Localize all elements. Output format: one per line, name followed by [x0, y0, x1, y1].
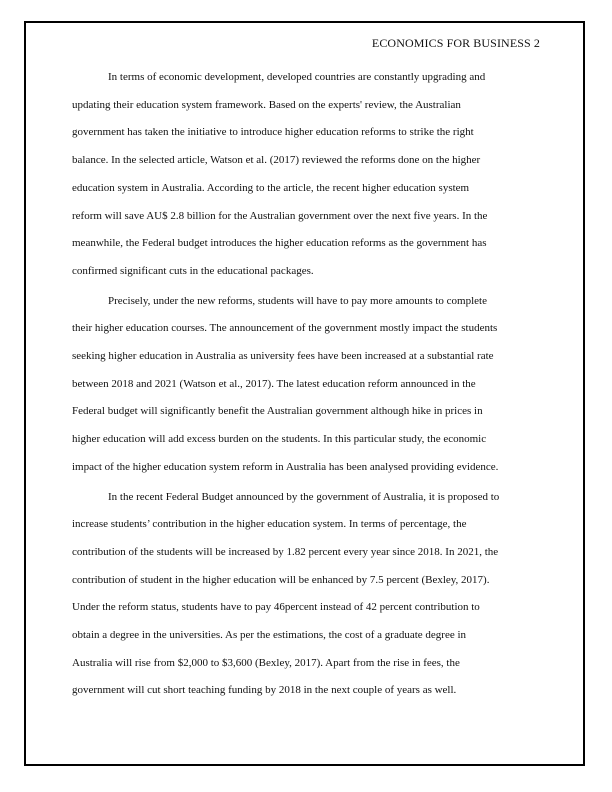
text-line: contribution of student in the higher education will be enhanced by 7.5 percent (Bexley, 2017). — [72, 573, 490, 586]
text-line: their higher education courses. The announcement of the government mostly impact the students — [72, 322, 498, 335]
paragraph-2 — [72, 288, 540, 482]
text-line: contribution of the students will be increased by 1.82 percent every year since 2018. In 2021, the — [72, 545, 499, 558]
paragraph-3 — [72, 484, 540, 706]
text-line: Federal budget will significantly benefit the Australian government although hike in prices in — [72, 405, 483, 418]
text-line: education system in Australia. According to the article, the recent higher education system — [72, 181, 470, 194]
text-line: obtain a degree in the universities. As per the estimations, the cost of a graduate degree in — [72, 629, 467, 642]
running-head: ECONOMICS FOR BUSINESS 2 — [371, 36, 540, 50]
text-line: Under the reform status, students have to pay 46percent instead of 42 percent contribution to — [72, 601, 480, 614]
text-line: government has taken the initiative to introduce higher education reforms to strike the right — [72, 126, 474, 139]
text-line: Precisely, under the new reforms, students will have to pay more amounts to complete — [108, 294, 487, 307]
text-line: higher education will add excess burden on the students. In this particular study, the economic — [72, 433, 487, 446]
text-line: between 2018 and 2021 (Watson et al., 2017). The latest education reform announced in the — [72, 377, 476, 390]
text-line: increase students’ contribution in the higher education system. In terms of percentage, the — [72, 518, 467, 531]
text-line: In the recent Federal Budget announced by the government of Australia, it is proposed to — [108, 490, 500, 503]
text-line: impact of the higher education system reform in Australia has been analysed providing evidence. — [72, 460, 499, 473]
text-line: Australia will rise from $2,000 to $3,600 (Bexley, 2017). Apart from the rise in fees, the — [72, 656, 460, 669]
text-line: meanwhile, the Federal budget introduces the higher education reforms as the government has — [72, 237, 487, 250]
text-line: government will cut short teaching funding by 2018 in the next couple of years as well. — [72, 684, 457, 697]
text-line: balance. In the selected article, Watson et al. (2017) reviewed the reforms done on the higher — [72, 154, 481, 167]
text-line: confirmed significant cuts in the educational packages. — [72, 264, 314, 277]
paragraph-1 — [72, 64, 540, 286]
document-body — [72, 64, 540, 705]
text-line: reform will save AU$ 2.8 billion for the Australian government over the next five years. In the — [72, 209, 488, 222]
text-line: In terms of economic development, developed countries are constantly upgrading and — [108, 71, 486, 83]
text-line: updating their education system framework. Based on the experts' review, the Australian — [72, 98, 461, 111]
text-line: seeking higher education in Australia as university fees have been increased at a substantial rate — [72, 350, 494, 363]
